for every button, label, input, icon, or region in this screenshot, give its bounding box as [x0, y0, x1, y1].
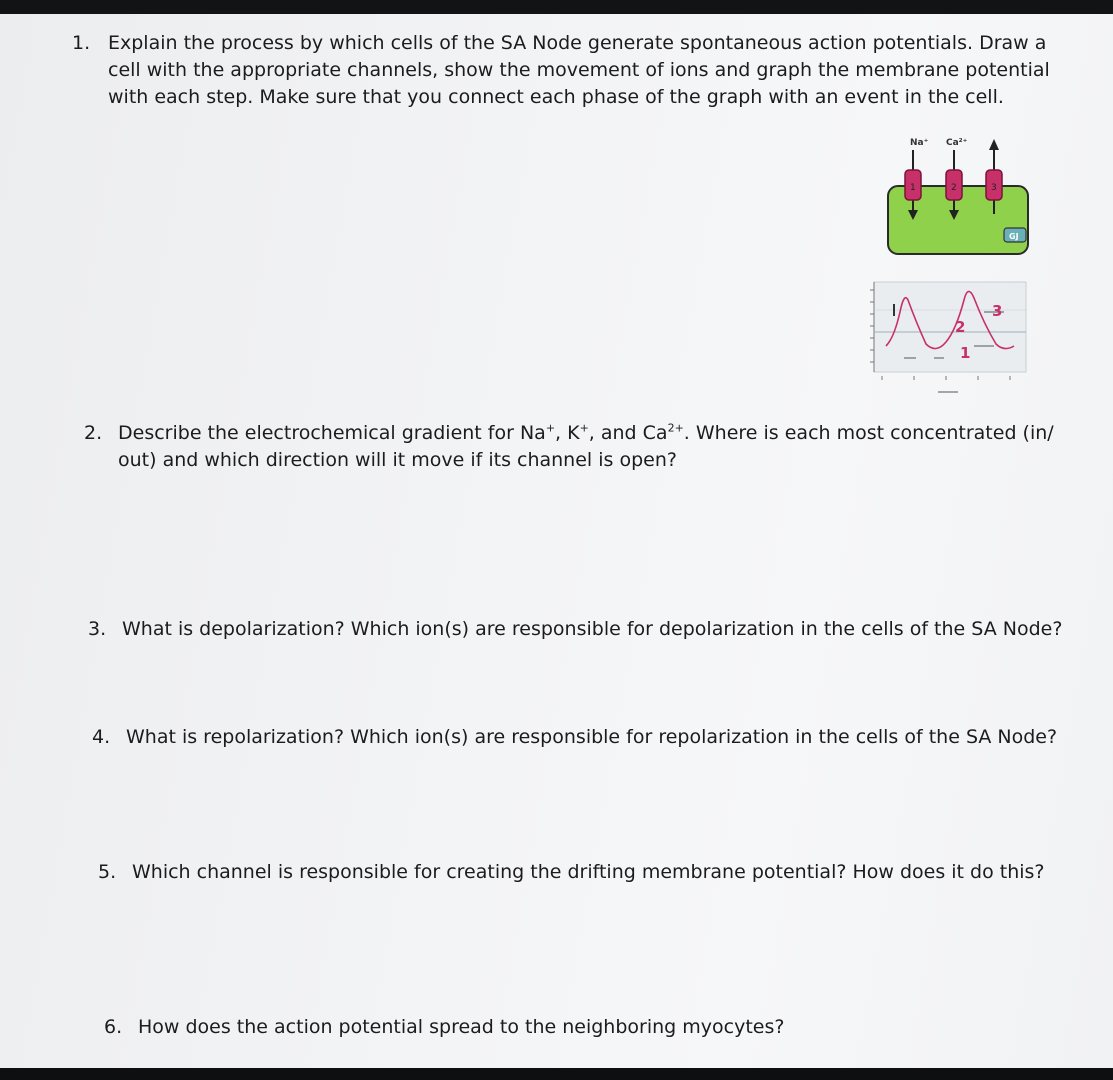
monitor-bezel: [0, 1068, 1113, 1080]
gap-junction-label: GJ: [1009, 232, 1019, 241]
question-number: 5.: [98, 861, 117, 883]
channel-3-label: 3: [991, 183, 997, 193]
question-number: 4.: [92, 726, 111, 748]
phase-1-label: 1: [960, 344, 971, 362]
na-charge: +: [545, 421, 556, 435]
ca-charge: 2+: [667, 421, 684, 435]
question-number: 3.: [88, 618, 107, 640]
question-1: [72, 30, 1062, 111]
sa-node-cell-figure: [864, 132, 1036, 402]
phase-3-label: 3: [992, 302, 1003, 320]
question-text-part: . Where is each most concentrated (in/ out) and which direction will it move if its channel is open?: [118, 422, 1054, 471]
question-text-part: , and Ca: [588, 422, 668, 444]
question-text: [118, 420, 1059, 474]
question-2: [84, 420, 1059, 474]
worksheet-screen: [0, 14, 1113, 1068]
question-text: What is repolarization? Which ion(s) are responsible for repolarization in the cells of the SA Node?: [126, 726, 1058, 748]
question-4: [92, 724, 1082, 751]
question-text: Explain the process by which cells of the SA Node generate spontaneous action potentials. Draw a cell with the appropriate channels, show the movement of ions and graph the membrane potential with each step. Make sure that you connect each phase of the graph with an event in the cell.: [108, 32, 1050, 108]
channel-2-label: 2: [951, 183, 957, 193]
question-number: 2.: [84, 422, 103, 444]
question-text: What is depolarization? Which ion(s) are responsible for depolarization in the cells of the SA Node?: [122, 618, 1063, 640]
na-ion-label: Na⁺: [910, 138, 929, 148]
question-text-part: , K: [555, 422, 580, 444]
phase-2-label: 2: [955, 318, 966, 336]
question-number: 1.: [72, 32, 91, 54]
arrow-up-icon: [989, 139, 999, 150]
question-number: 6.: [104, 1016, 123, 1038]
question-text: How does the action potential spread to the neighboring myocytes?: [138, 1016, 785, 1038]
question-5: [98, 859, 1088, 886]
sa-node-diagram: [864, 132, 1036, 402]
question-6: [104, 1014, 1094, 1041]
channel-1-label: 1: [910, 183, 916, 193]
membrane-potential-graph: [870, 282, 1026, 392]
question-text-part: Describe the electrochemical gradient for Na: [118, 422, 546, 444]
k-charge: +: [579, 421, 589, 435]
question-text: Which channel is responsible for creating the drifting membrane potential? How does it do this?: [132, 861, 1045, 883]
question-3: [88, 616, 1078, 643]
ca-ion-label: Ca²⁺: [946, 138, 968, 148]
